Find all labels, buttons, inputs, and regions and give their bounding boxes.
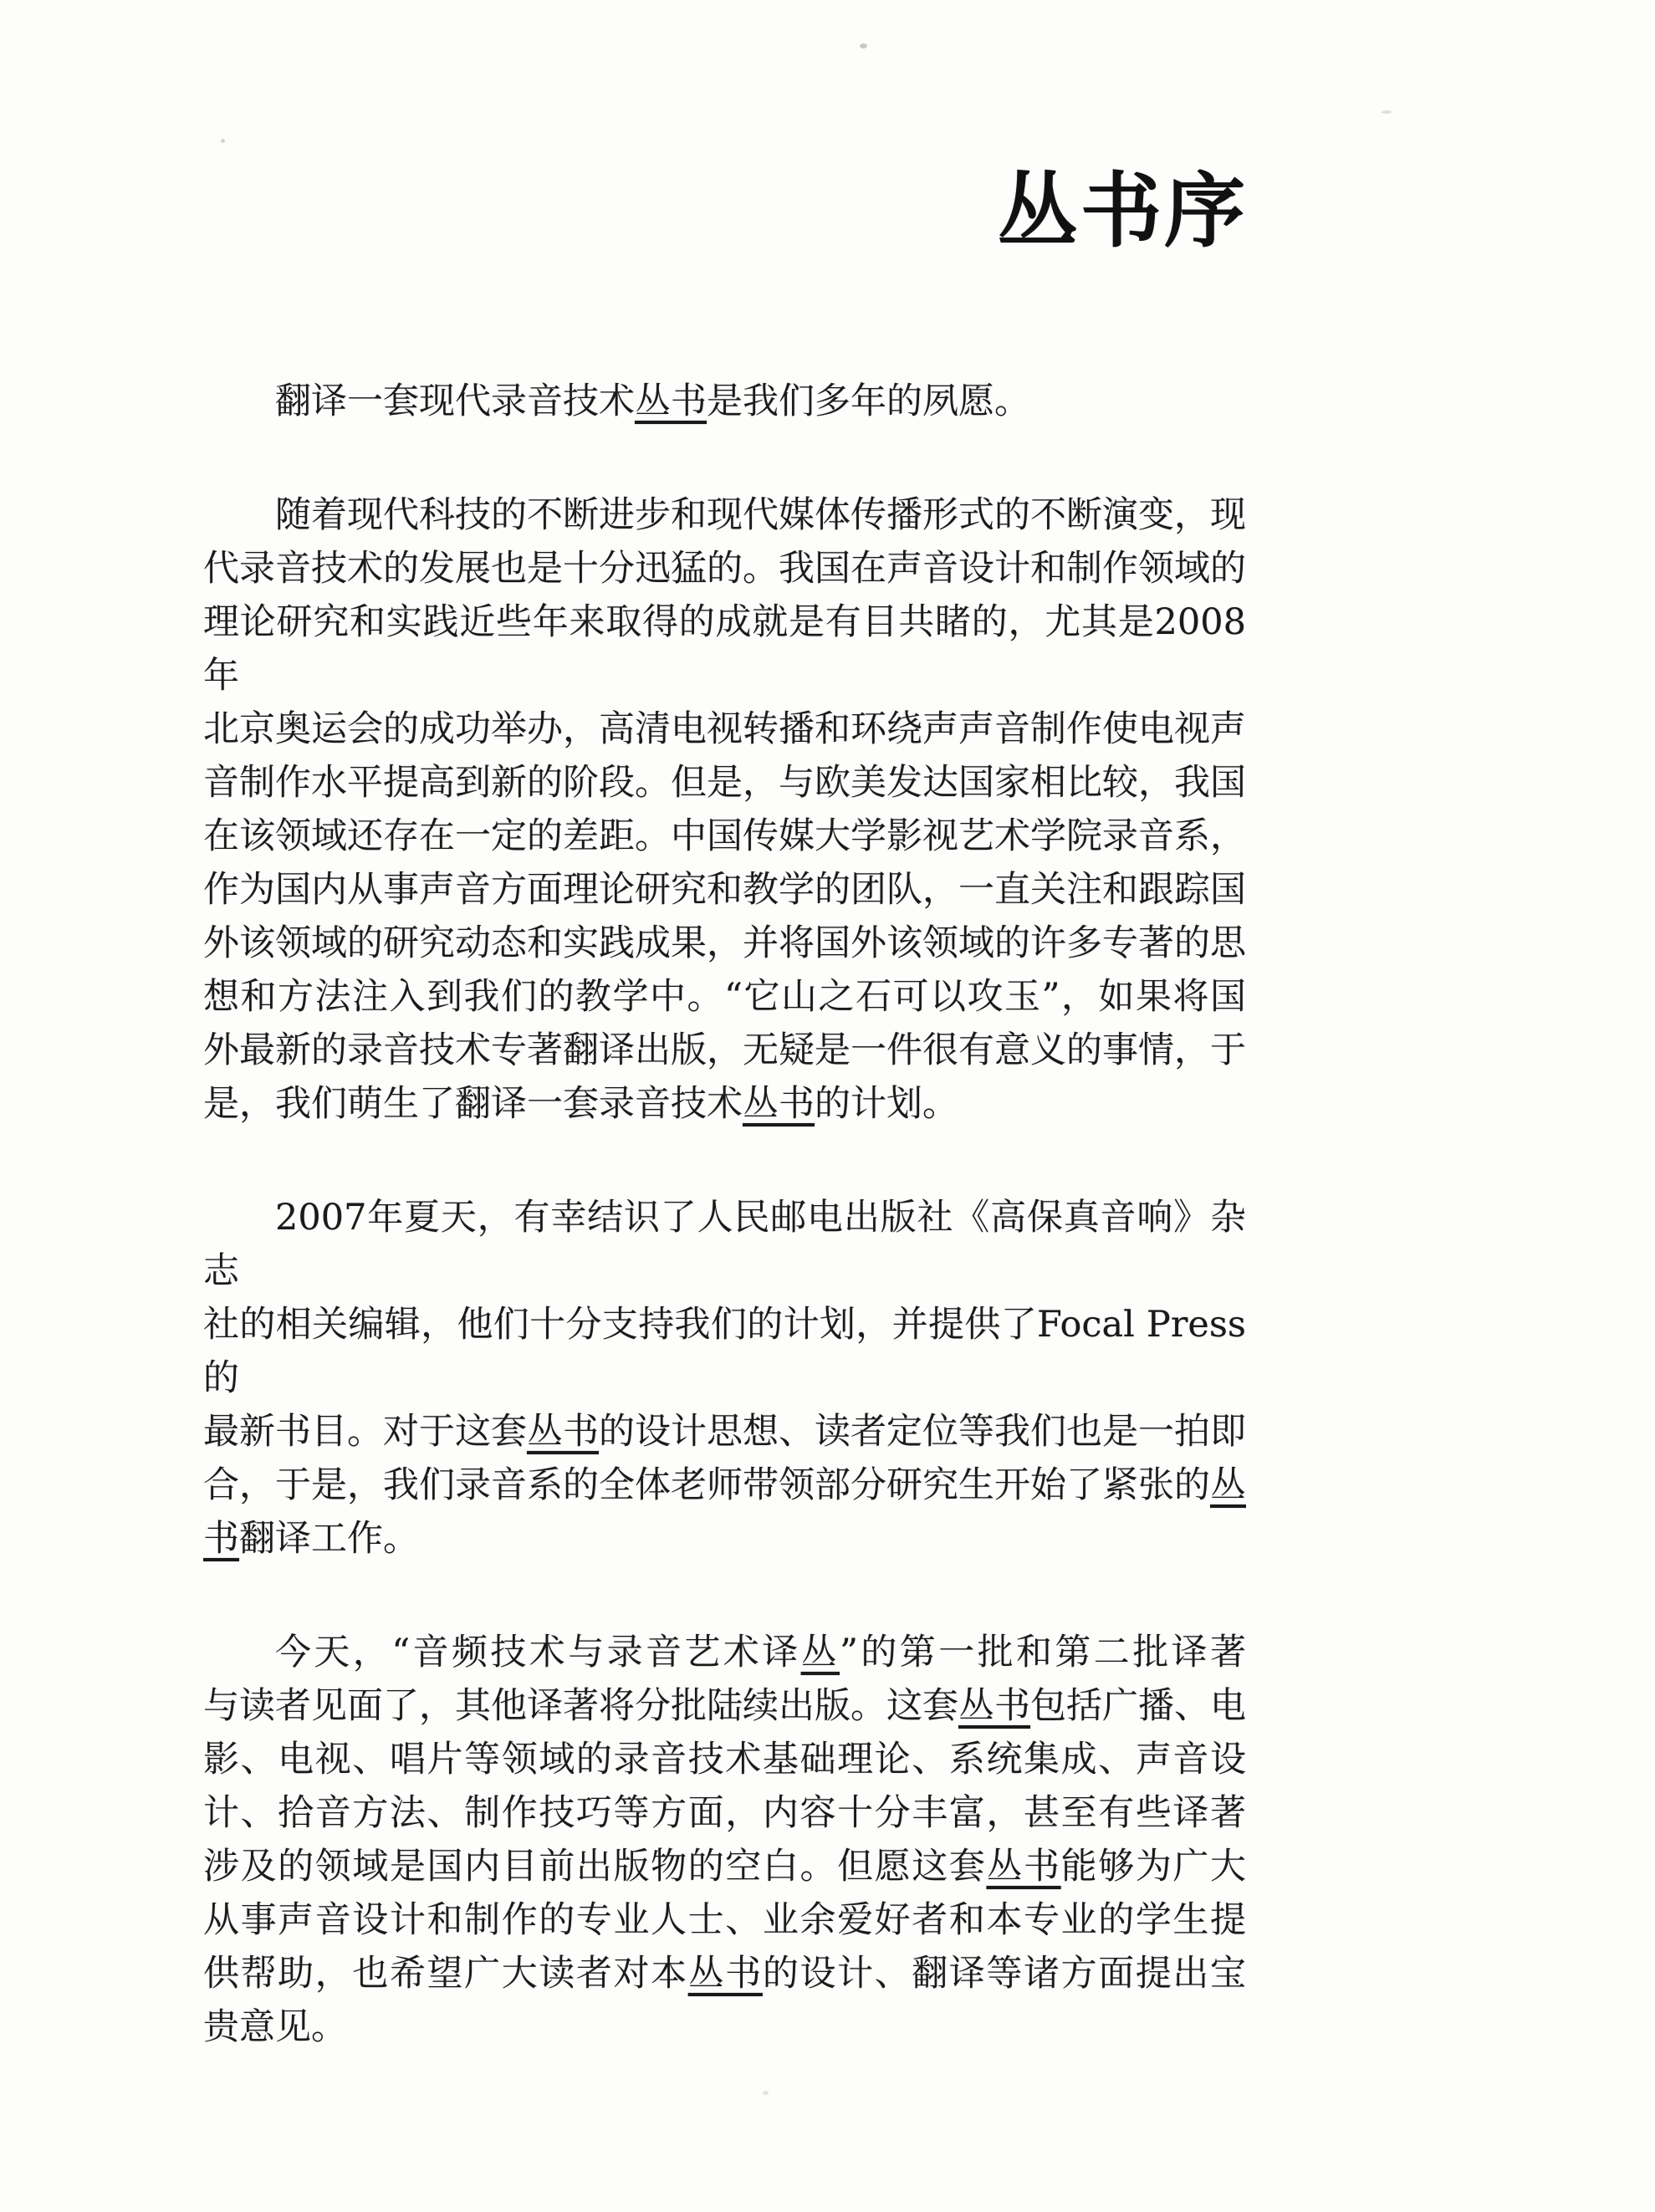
series-name-underlined: 丛书 bbox=[527, 1411, 599, 1453]
text-line: 影、电视、唱片等领域的录音技术基础理论、系统集成、声音设 bbox=[203, 1739, 1246, 1780]
text-line: 随着现代科技的不断进步和现代媒体传播形式的不断演变，现 bbox=[275, 494, 1246, 536]
text-line: 外最新的录音技术专著翻译出版，无疑是一件很有意义的事情，于 bbox=[203, 1029, 1246, 1071]
text-line: 北京奥运会的成功举办，高清电视转播和环绕声声音制作使电视声 bbox=[203, 708, 1246, 750]
text-line: 翻译一套现代录音技术丛书是我们多年的夙愿。 bbox=[275, 381, 1030, 422]
text-line: 与读者见面了，其他译著将分批陆续出版。这套丛书包括广播、电 bbox=[203, 1685, 1246, 1727]
scan-speck bbox=[860, 43, 867, 49]
text-line: 涉及的领域是国内目前出版物的空白。但愿这套丛书能够为广大 bbox=[203, 1846, 1246, 1888]
text-line: 社的相关编辑，他们十分支持我们的计划，并提供了Focal Press的 bbox=[203, 1304, 1246, 1399]
series-name-underlined: 丛 bbox=[1210, 1464, 1246, 1506]
series-name-underlined: 丛书 bbox=[743, 1083, 815, 1125]
text-line: 今天，“音频技术与录音艺术译丛”的第一批和第二批译著 bbox=[275, 1632, 1246, 1673]
preface-content bbox=[203, 375, 1246, 2054]
text-line: 代录音技术的发展也是十分迅猛的。我国在声音设计和制作领域的 bbox=[203, 548, 1246, 590]
text-line: 是，我们萌生了翻译一套录音技术丛书的计划。 bbox=[203, 1083, 958, 1125]
text-line: 合，于是，我们录音系的全体老师带领部分研究生开始了紧张的丛 bbox=[203, 1464, 1246, 1506]
series-name-underlined: 丛 bbox=[800, 1632, 840, 1673]
text-line: 书翻译工作。 bbox=[203, 1518, 419, 1560]
series-name-underlined: 书 bbox=[203, 1518, 239, 1560]
scan-speck bbox=[763, 2091, 769, 2095]
series-name-underlined: 丛书 bbox=[958, 1685, 1030, 1727]
paragraph bbox=[203, 375, 1246, 428]
scan-speck bbox=[1382, 110, 1392, 114]
text-line: 理论研究和实践近些年来取得的成就是有目共睹的，尤其是2008年 bbox=[203, 601, 1246, 697]
page-title: 丛书序 bbox=[997, 164, 1248, 258]
text-line: 2007年夏天，有幸结识了人民邮电出版社《高保真音响》杂志 bbox=[203, 1197, 1246, 1292]
text-line: 外该领域的研究动态和实践成果，并将国外该领域的许多专著的思 bbox=[203, 922, 1246, 964]
paragraph bbox=[203, 1626, 1246, 2054]
text-line: 从事声音设计和制作的专业人士、业余爱好者和本专业的学生提 bbox=[203, 1899, 1246, 1941]
text-line: 最新书目。对于这套丛书的设计思想、读者定位等我们也是一拍即 bbox=[203, 1411, 1246, 1453]
series-name-underlined: 丛书 bbox=[687, 1953, 763, 1995]
text-line: 在该领域还存在一定的差距。中国传媒大学影视艺术学院录音系， bbox=[203, 815, 1246, 857]
paragraph bbox=[203, 488, 1246, 1131]
paragraph bbox=[203, 1191, 1246, 1566]
scan-speck bbox=[221, 139, 225, 143]
series-name-underlined: 丛书 bbox=[986, 1846, 1061, 1888]
text-line: 供帮助，也希望广大读者对本丛书的设计、翻译等诸方面提出宝 bbox=[203, 1953, 1246, 1995]
text-line: 贵意见。 bbox=[203, 2006, 347, 2048]
text-line: 计、拾音方法、制作技巧等方面，内容十分丰富，甚至有些译著 bbox=[203, 1792, 1246, 1834]
text-line: 作为国内从事声音方面理论研究和教学的团队，一直关注和跟踪国 bbox=[203, 869, 1246, 911]
series-name-underlined: 丛书 bbox=[635, 381, 707, 422]
text-line: 音制作水平提高到新的阶段。但是，与欧美发达国家相比较，我国 bbox=[203, 762, 1246, 804]
text-line: 想和方法注入到我们的教学中。“它山之石可以攻玉”，如果将国 bbox=[203, 976, 1246, 1018]
